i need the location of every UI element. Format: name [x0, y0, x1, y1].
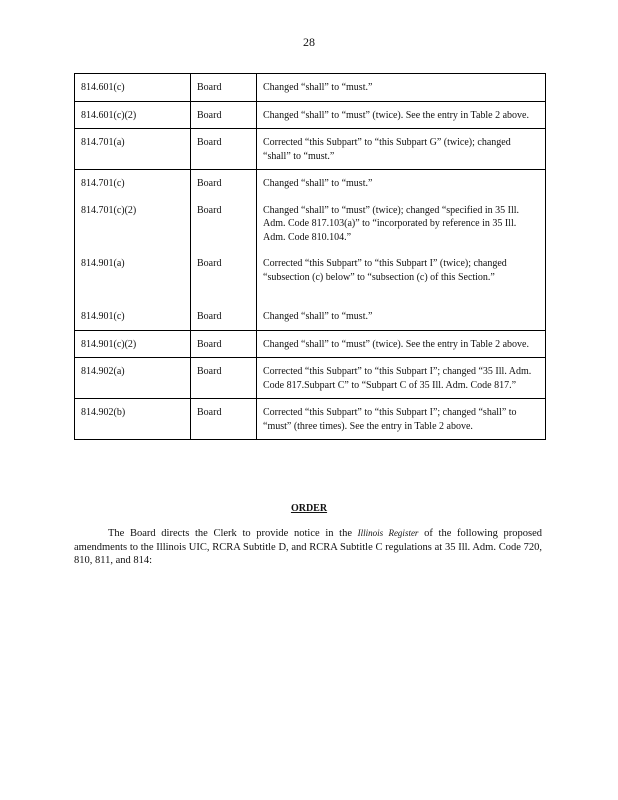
change-description: Changed “shall” to “must” (twice). See the entry in Table 2 above. [263, 109, 529, 121]
change-cell [257, 358, 546, 399]
change-description: Corrected “this Subpart” to “this Subpart G” (twice); changed “shall” to “must.” [263, 137, 511, 162]
source-cell [191, 399, 257, 440]
order-heading [0, 503, 618, 514]
section-cell [75, 399, 191, 440]
source-cell [191, 101, 257, 129]
source: Board [197, 82, 222, 93]
change-description: Corrected “this Subpart” to “this Subpart I”; changed “shall” to “must” (three times). See the entry in Table 2 above. [263, 407, 517, 432]
source-cell [191, 170, 257, 331]
table-row [75, 129, 546, 170]
table-row [75, 101, 546, 129]
source-cell [191, 330, 257, 358]
change-cell [257, 399, 546, 440]
source: Board [197, 109, 222, 121]
source: Board [197, 178, 222, 189]
table-row [75, 170, 546, 331]
table-row [75, 74, 546, 102]
section-cell [75, 170, 191, 331]
section-cell [75, 74, 191, 102]
section-number: 814.601(c)(2) [81, 109, 137, 121]
amendments-table [74, 73, 546, 440]
change-description: Corrected “this Subpart” to “this Subpart I”; changed “35 Ill. Adm. Code 817.Subpart C” to “Subpart C of 35 Ill. Adm. Code 817.” [263, 366, 532, 391]
section-number: 814.701(c)(2) [81, 204, 137, 216]
section-cell [75, 330, 191, 358]
change-description: Changed “shall” to “must.” [263, 311, 373, 322]
order-paragraph [74, 527, 542, 568]
section-number: 814.901(c) [81, 310, 125, 322]
publication-name: Illinois Register [357, 528, 419, 538]
section-cell [75, 358, 191, 399]
order-text-after: of the following proposed amendments to the Illinois UIC, RCRA Subtitle D, and RCRA Subtitle C regulations at 35 Ill. Adm. Code 720, 810, 811, and 814: [74, 528, 543, 566]
source-cell [191, 74, 257, 102]
page-number: 28 [303, 35, 315, 49]
change-cell [257, 74, 546, 102]
section-cell [75, 129, 191, 170]
change-cell [257, 129, 546, 170]
change-description: Corrected “this Subpart” to “this Subpart I” (twice); changed “subsection (c) below” to “subsection (c) of this Section.” [263, 258, 507, 283]
change-cell [257, 101, 546, 129]
section-number: 814.701(c) [81, 178, 125, 189]
source-cell [191, 129, 257, 170]
source: Board [197, 204, 222, 216]
source: Board [197, 407, 222, 418]
change-cell [257, 330, 546, 358]
section-number: 814.901(a) [81, 257, 125, 269]
source: Board [197, 257, 222, 269]
change-description: Changed “shall” to “must.” [263, 82, 373, 93]
table-row [75, 330, 546, 358]
section-number: 814.701(a) [81, 137, 125, 148]
section-number: 814.902(a) [81, 366, 125, 377]
table-row [75, 358, 546, 399]
source-cell [191, 358, 257, 399]
section-number: 814.902(b) [81, 407, 126, 418]
change-description: Changed “shall” to “must” (twice); changed “specified in 35 Ill. Adm. Code 817.103(a)” to “incorporated by reference in 35 Ill. Adm. Code 810.104.” [263, 204, 520, 243]
order-heading-text: ORDER [290, 503, 328, 514]
change-cell [257, 170, 546, 331]
section-number: 814.601(c) [81, 82, 125, 93]
change-description: Changed “shall” to “must” (twice). See the entry in Table 2 above. [263, 338, 529, 350]
source: Board [197, 310, 222, 322]
source: Board [197, 366, 222, 377]
section-cell [75, 101, 191, 129]
section-number: 814.901(c)(2) [81, 338, 137, 350]
order-text-before: The Board directs the Clerk to provide notice in the [108, 528, 358, 539]
source: Board [197, 338, 222, 350]
change-description: Changed “shall” to “must.” [263, 178, 373, 189]
source: Board [197, 137, 222, 148]
table-row [75, 399, 546, 440]
